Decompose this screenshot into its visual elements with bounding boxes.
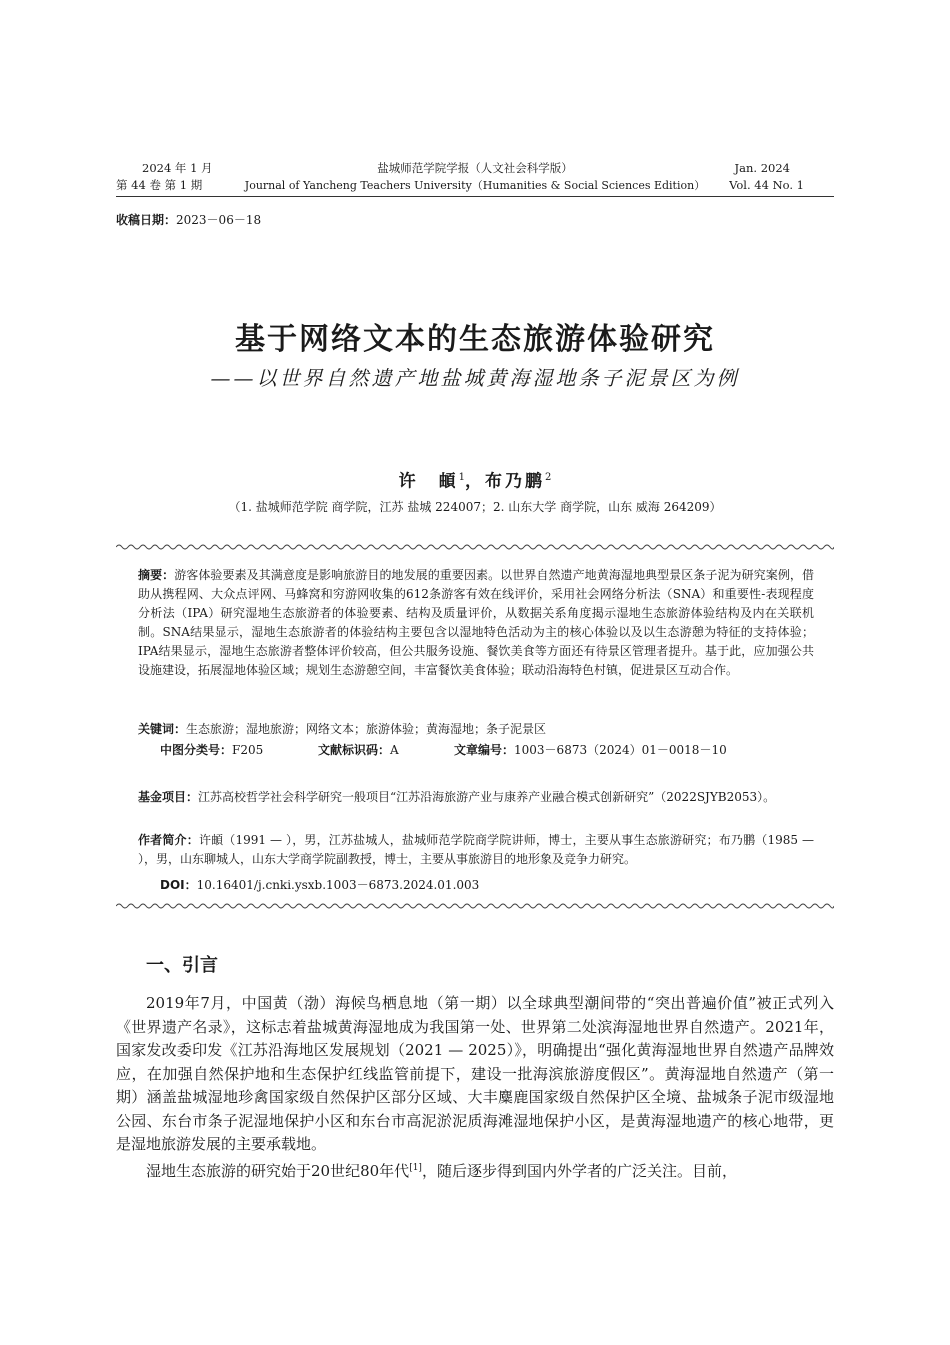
author-bio: [138, 831, 814, 869]
citation-ref: [1]: [409, 1162, 422, 1173]
clc-value: F205: [232, 743, 264, 757]
author-1-sup: 1: [458, 472, 465, 483]
paragraph-1: 2019年7月，中国黄（渤）海候鸟栖息地（第一期）以全球典型潮间带的“突出普遍价值”被正式列入《世界遗产名录》，这标志着盐城黄海湿地成为我国第一处、世界第二处滨海湿地世界自然遗产。2021年，国家发改委印发《江苏沿海地区发展规划（2021 — 2025）》，明确提出“强化黄海湿地世界自然遗产品牌效应，在加强自然保护地和生态保护红线监管前提下，建设一批海滨旅游度假区”。黄海湿地自然遗产（第一期）涵盖盐城湿地珍禽国家级自然保护区部分区域、大丰麋鹿国家级自然保护区全境、盐城条子泥市级湿地公园、东台市条子泥湿地保护小区和东台市高泥淤泥质海滩湿地保护小区，是黄海湿地遗产的核心地带，更是湿地旅游发展的主要承载地。: [116, 994, 834, 1153]
keywords-label: 关键词：: [138, 722, 187, 736]
doi-text: 10.16401/j.cnki.ysxb.1003－6873.2024.01.003: [196, 878, 480, 892]
header-journal-en: Journal of Yancheng Teachers University（Humanities & Social Sciences Edition）: [244, 179, 706, 192]
doi-label: DOI：: [160, 878, 197, 892]
paragraph-2-a: 湿地生态旅游的研究始于20世纪80年代: [146, 1161, 410, 1180]
header-date-cn: 2024 年 1 月: [142, 161, 213, 175]
abstract-text: 游客体验要素及其满意度是影响旅游目的地发展的重要因素。以世界自然遗产地黄海湿地典型景区条子泥为研究案例，借助从携程网、大众点评网、马蜂窝和穷游网收集的612条游客有效在线评价，采用社会网络分析法（SNA）和重要性-表现程度分析法（IPA）研究湿地生态旅游者的体验要素、结构及质量评价，从数据关系角度揭示湿地生态旅游体验结构及内在关联机制。SNA结果显示，湿地生态旅游者的体验结构主要包含以湿地特色活动为主的核心体验以及以生态游憩为特征的支持体验；IPA结果显示，湿地生态旅游者整体评价较高，但公共服务设施、餐饮美食等方面还有待景区管理者提升。基于此，应加强公共设施建设，拓展湿地体验区域；规划生态游憩空间，丰富餐饮美食体验；联动沿海特色村镇，促进景区互动合作。: [138, 568, 814, 677]
clc-label: 中图分类号：: [160, 743, 233, 757]
abstract: [138, 566, 814, 680]
paper-subtitle: ——以世界自然遗产地盐城黄海湿地条子泥景区为例: [210, 366, 740, 390]
article-number: [454, 741, 727, 760]
author-2: 布乃鹏: [485, 471, 545, 492]
paper-title: 基于网络文本的生态旅游体验研究: [235, 322, 715, 357]
keywords-text: 生态旅游；湿地旅游；网络文本；旅游体验；黄海湿地；条子泥景区: [186, 722, 547, 736]
section-heading: 一、引言: [146, 955, 218, 976]
wavy-rule-bottom: [116, 902, 834, 910]
author-bio-label: 作者简介：: [138, 833, 199, 847]
received-value: 2023－06－18: [176, 213, 262, 227]
paragraph-2: [116, 1157, 834, 1184]
body-text: [116, 992, 834, 1183]
wavy-rule-top: [116, 543, 834, 551]
author-sep: ，: [465, 471, 485, 492]
doc-code-value: A: [390, 743, 399, 757]
header-date-en: Jan. 2024: [734, 161, 790, 175]
header-journal-cn: 盐城师范学院学报（人文社会科学版）: [377, 161, 573, 175]
doi: [160, 876, 479, 895]
authors: [0, 466, 950, 494]
header-rule: [116, 196, 834, 197]
fund-label: 基金项目：: [138, 790, 199, 804]
keywords: [138, 720, 814, 739]
received-label: 收稿日期：: [116, 213, 177, 227]
doc-code-label: 文献标识码：: [318, 743, 391, 757]
author-1: 许 頔: [398, 471, 459, 492]
fund-text: 江苏高校哲学社会科学研究一般项目“江苏沿海旅游产业与康养产业融合模式创新研究”（2022SJYB2053）。: [198, 790, 776, 804]
article-number-label: 文章编号：: [454, 743, 515, 757]
fund: [138, 788, 814, 807]
header-volume-en: Vol. 44 No. 1: [729, 178, 804, 192]
doc-code: [318, 741, 399, 760]
affiliation: （1. 盐城师范学院 商学院，江苏 盐城 224007；2. 山东大学 商学院，山东 威海 264209）: [228, 500, 722, 514]
paragraph-2-b: ，随后逐步得到国内外学者的广泛关注。目前，: [421, 1161, 737, 1180]
article-number-value: 1003－6873（2024）01－0018－10: [514, 743, 727, 757]
author-bio-text: 许頔（1991 — ），男，江苏盐城人，盐城师范学院商学院讲师，博士，主要从事生态旅游研究；布乃鹏（1985 — ），男，山东聊城人，山东大学商学院副教授，博士，主要从事旅游目的地形象及竞争力研究。: [138, 833, 814, 866]
clc-number: [160, 741, 263, 760]
header-volume-cn: 第 44 卷 第 1 期: [116, 178, 203, 192]
abstract-label: 摘要：: [138, 568, 175, 582]
received-date: [116, 211, 261, 230]
author-2-sup: 2: [545, 472, 552, 483]
